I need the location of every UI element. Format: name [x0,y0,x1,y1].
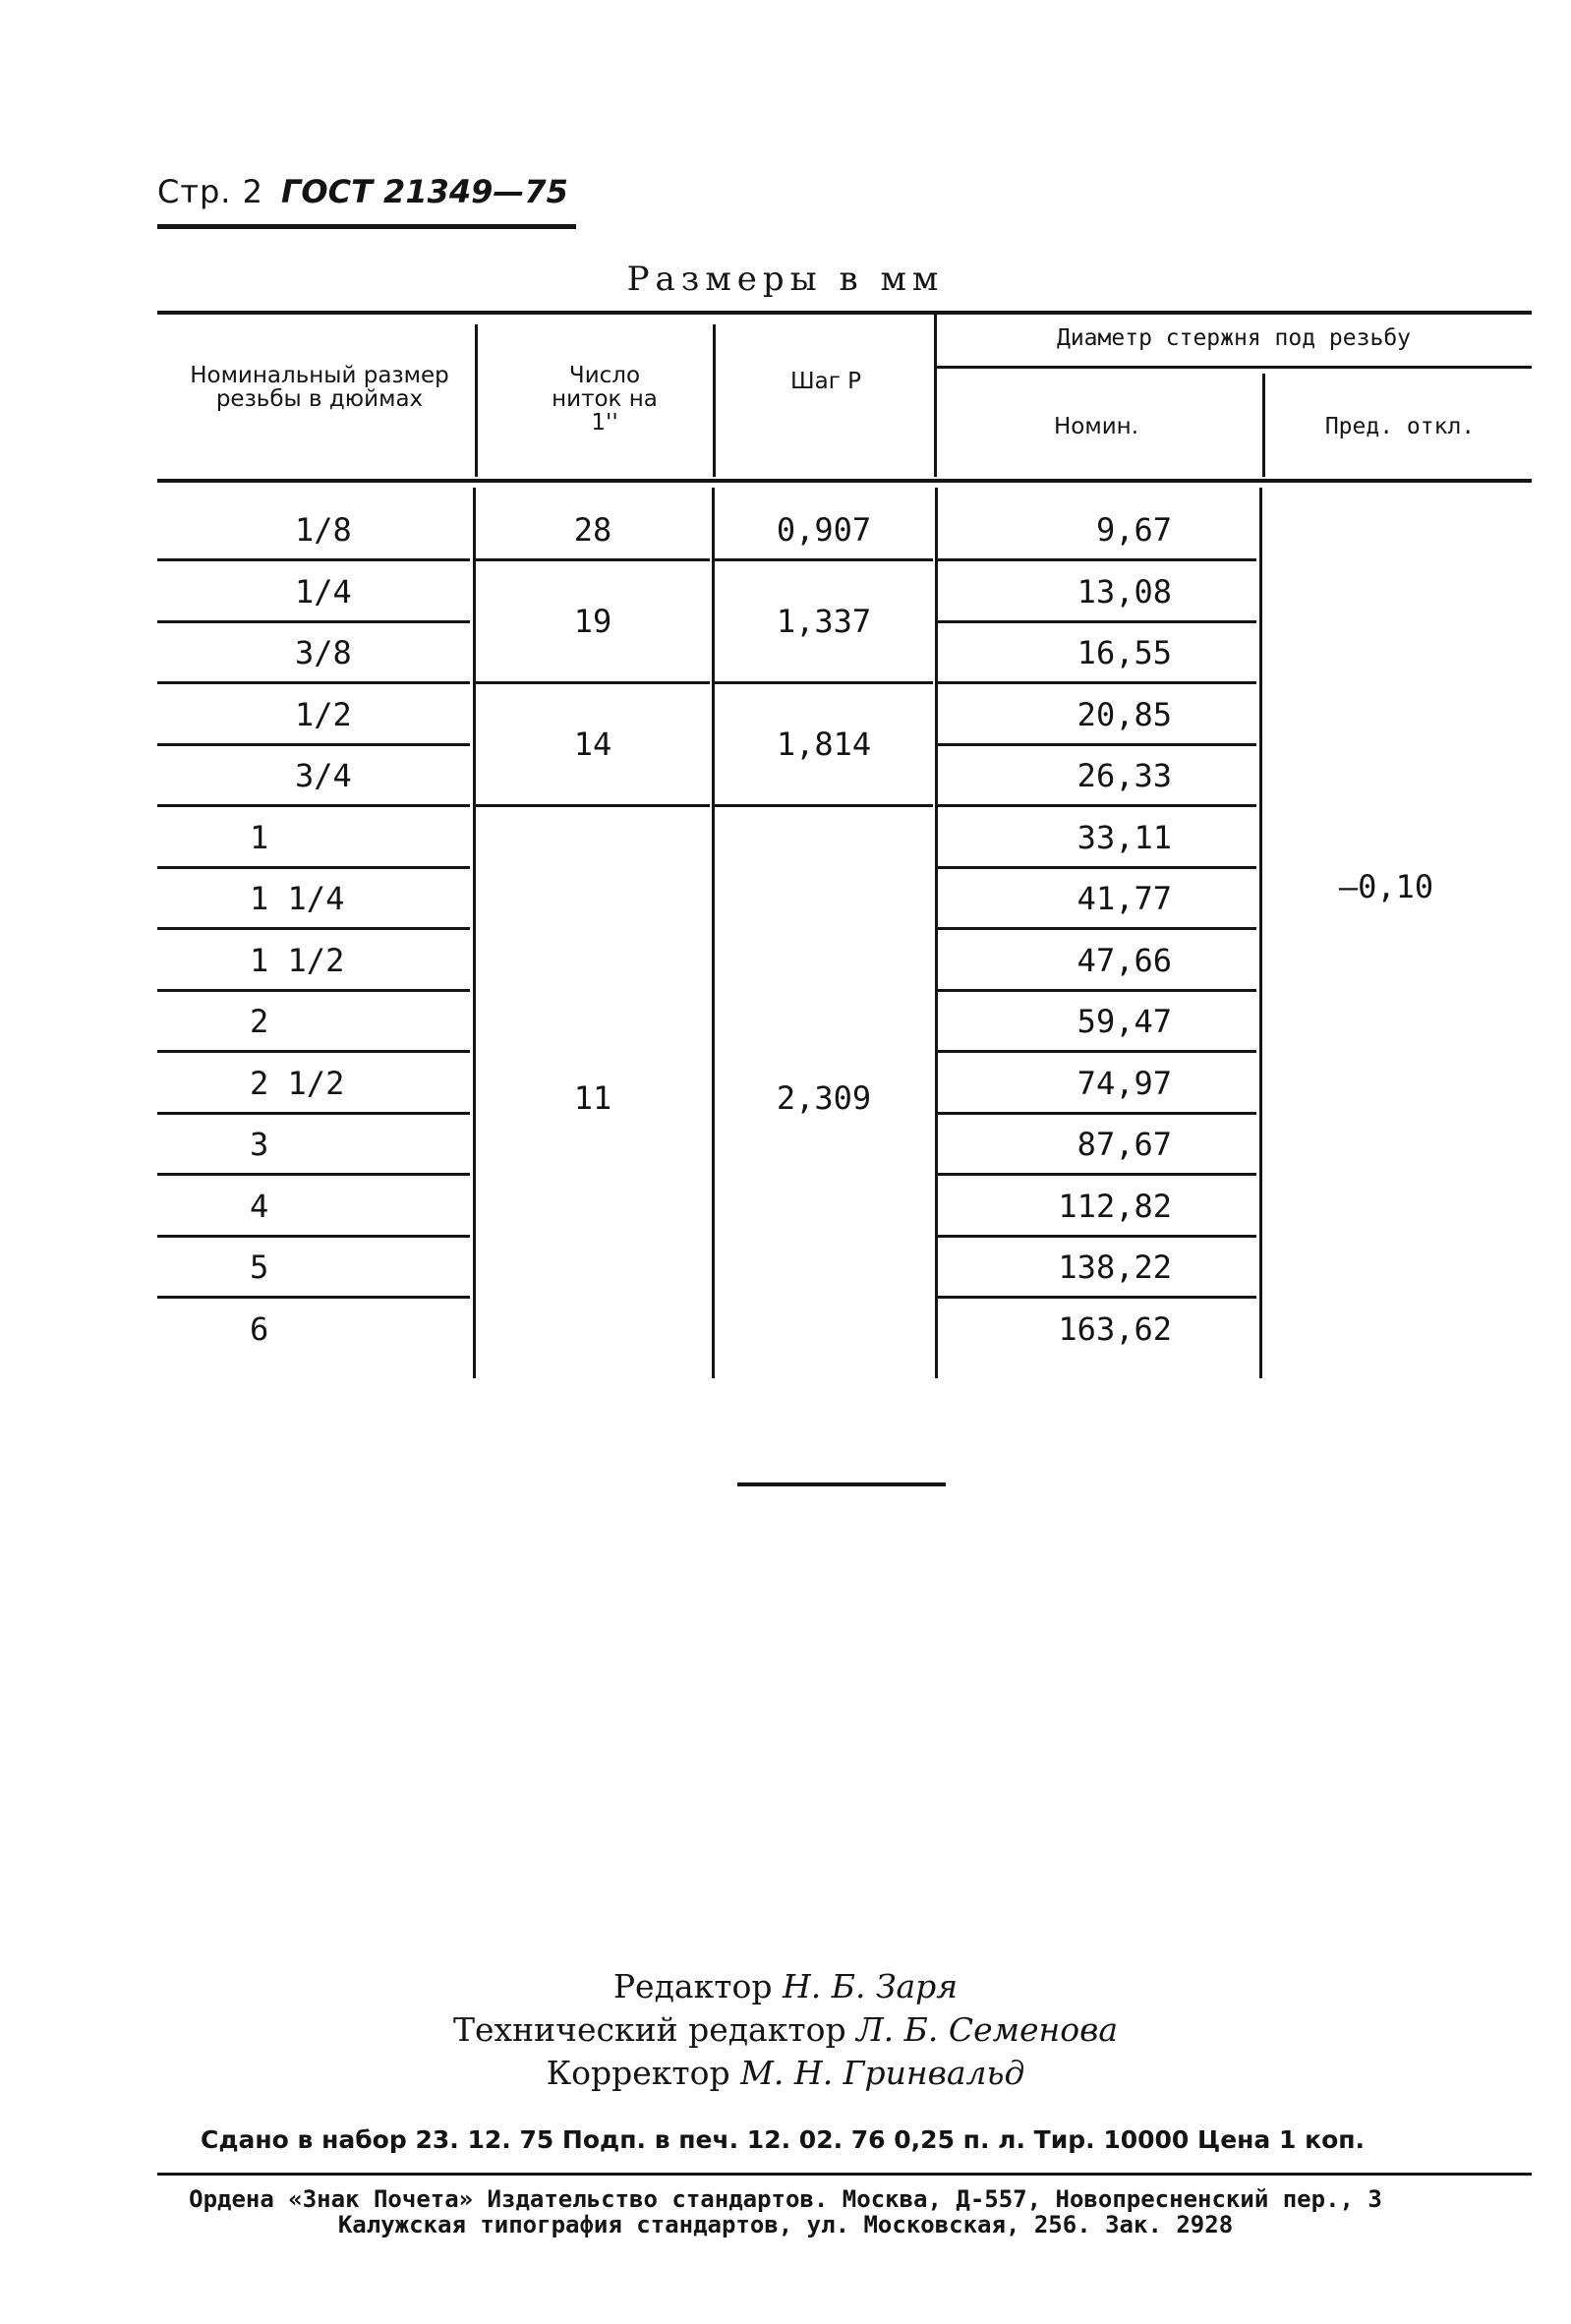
cell-pitch: 1,814 [776,726,872,763]
standard-number: ГОСТ 21349—75 [281,173,568,210]
table-caption: Размеры в мм [626,260,945,299]
cell-nominal-size: 2 [250,1003,269,1040]
cell-nominal-size: 6 [250,1310,269,1348]
editor-name: Н. Б. Заря [782,1967,959,2005]
cell-rod-diameter: 13,08 [1076,573,1172,610]
header-bottom-rule [157,479,1532,483]
group-rule [476,804,710,807]
cell-nominal-size: 1/4 [295,573,352,610]
cell-rod-diameter: 87,67 [1076,1126,1172,1163]
cell-rod-diameter: 47,66 [1076,942,1172,979]
cell-threads-per-inch: 14 [573,726,612,763]
imprint-rule [157,2173,1532,2176]
credit-proofreader [0,2051,1571,2095]
col-header-tolerance: Пред. откл. [1324,414,1476,439]
cell-nominal-size: 1 [250,819,269,856]
col-header-nominal-size: Номинальный размер резьбы в дюймах [190,363,449,412]
cell-rod-diameter: 59,47 [1076,1003,1172,1040]
cell-rod-diameter: 16,55 [1076,634,1172,671]
cell-nominal-size: 4 [250,1188,269,1225]
cell-nominal-size: 5 [250,1249,269,1286]
imprint-line: Сдано в набор 23. 12. 75 Подп. в печ. 12. 02. 76 0,25 п. л. Тир. 10000 Цена 1 коп. [201,2125,1366,2154]
col-header-pitch: Шаг P [790,369,861,394]
proofreader-name: М. Н. Гринвальд [740,2054,1025,2092]
col-header-threads-per-inch: Число ниток на 1'' [552,363,658,436]
tech-editor-label: Технический редактор [453,2010,846,2049]
credit-tech-editor [0,2007,1571,2052]
cell-rod-diameter: 26,33 [1076,757,1172,794]
cell-nominal-size: 3/8 [295,634,352,671]
publisher-line: Ордена «Знак Почета» Издательство стандартов. Москва, Д-557, Новопресненский пер., 3 [189,2185,1382,2213]
group-rule [715,804,933,807]
cell-nominal-size: 3 [250,1126,269,1163]
cell-nominal-size: 1/2 [295,696,352,733]
credit-editor [0,1964,1571,2008]
tech-editor-name: Л. Б. Семенова [856,2010,1118,2049]
cell-threads-per-inch: 11 [573,1079,612,1117]
col-divider [1262,374,1265,477]
cell-threads-per-inch: 28 [573,511,612,549]
cell-nominal-size: 1 1/2 [250,942,345,979]
header-split-rule [934,366,1532,369]
cell-pitch: 0,907 [776,511,872,549]
cell-rod-diameter: 112,82 [1058,1188,1172,1225]
cell-pitch: 1,337 [776,603,872,640]
cell-rod-diameter: 41,77 [1076,880,1172,917]
cell-nominal-size: 2 1/2 [250,1065,345,1102]
cell-rod-diameter: 9,67 [1095,511,1172,549]
page-number: Стр. 2 [157,173,263,210]
cell-nominal-size: 3/4 [295,757,352,794]
proofreader-label: Корректор [546,2054,730,2092]
cell-rod-diameter: 20,85 [1076,696,1172,733]
col-divider [1259,488,1262,1378]
cell-rod-diameter: 74,97 [1076,1065,1172,1102]
cell-nominal-size: 1/8 [295,511,352,549]
page-header [157,173,568,210]
editor-label: Редактор [612,1967,773,2005]
col-divider [475,324,478,477]
end-rule [737,1482,946,1486]
cell-rod-diameter: 33,11 [1076,819,1172,856]
printer-line: Калужская типография стандартов, ул. Московская, 256. Зак. 2928 [337,2211,1234,2238]
col-divider [934,315,937,477]
cell-tolerance: —0,10 [1338,868,1434,905]
table-top-rule [157,311,1532,315]
header-rule [157,224,576,229]
col-divider [713,324,716,477]
cell-pitch: 2,309 [776,1079,872,1117]
cell-rod-diameter: 163,62 [1058,1310,1172,1348]
col-header-nominal: Номин. [1053,414,1138,439]
col-header-rod-diameter: Диаметр стержня под резьбу [1056,325,1412,351]
cell-rod-diameter: 138,22 [1058,1249,1172,1286]
cell-nominal-size: 1 1/4 [250,880,345,917]
cell-threads-per-inch: 19 [573,603,612,640]
